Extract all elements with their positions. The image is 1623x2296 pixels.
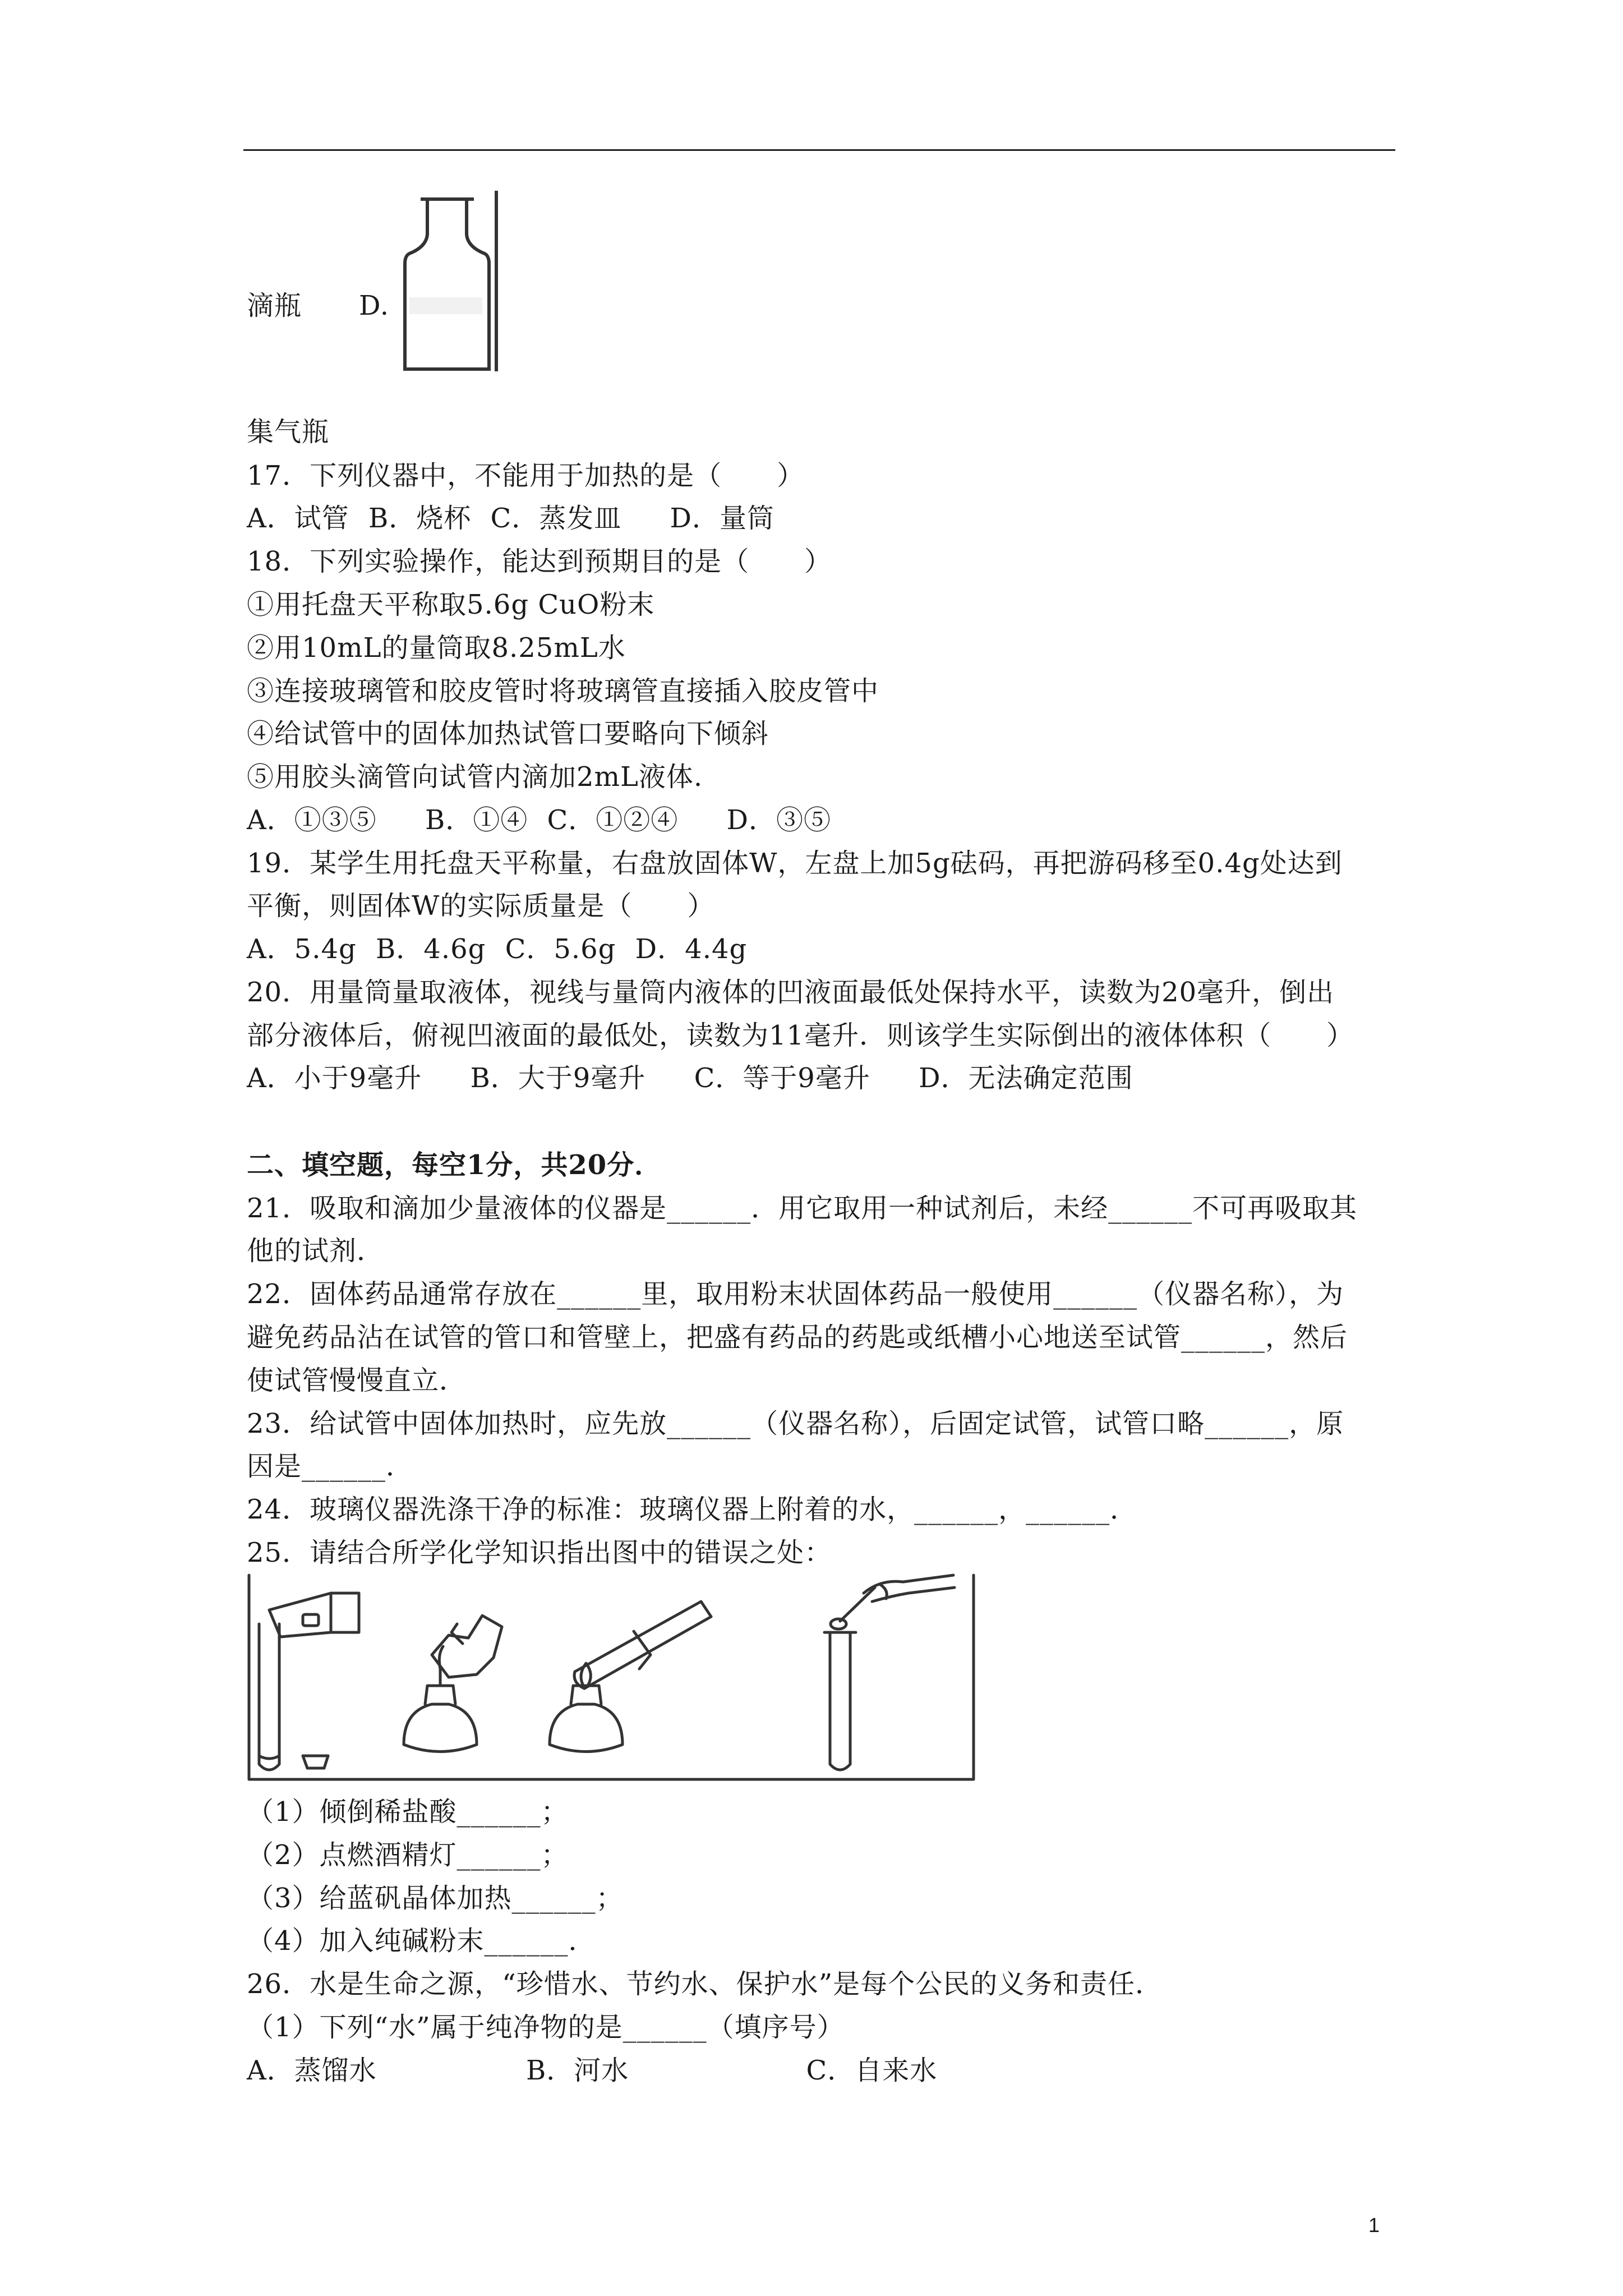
q18-option-a: A．①③⑤ [247,804,377,836]
q20-option-a: A．小于9毫升 [247,1062,422,1094]
q19-stem-line1: 19．某学生用托盘天平称量，右盘放固体W，左盘上加5g砝码，再把游码移至0.4g处达到 [247,848,1343,879]
q25-part-3: （3）给蓝矾晶体加热______； [247,1883,624,1914]
q18-options [247,803,831,837]
q18-item-4: ④给试管中的固体加热试管口要略向下倾斜 [247,718,769,749]
q26-stem: 26．水是生命之源，“珍惜水、节约水、保护水”是每个公民的义务和责任． [247,1968,1163,2000]
lab-operations-figure [247,1571,976,1784]
q19-stem-line2: 平衡，则固体W的实际质量是（ ） [247,890,715,922]
q25-stem: 25．请结合所学化学知识指出图中的错误之处： [247,1537,832,1568]
q26-sub1: （1）下列“水”属于纯净物的是______（填序号） [247,2012,845,2043]
q17-stem: 17．下列仪器中，不能用于加热的是（ ） [247,460,805,491]
section2-heading: 二、填空题，每空1分，共20分． [247,1149,662,1181]
q18-item-3: ③连接玻璃管和胶皮管时将玻璃管直接插入胶皮管中 [247,675,879,707]
option-c-label: 滴瓶 [247,290,302,321]
q26-option-b: B．河水 [525,2055,629,2086]
q20-option-d: D．无法确定范围 [919,1062,1133,1094]
q20-option-c: C．等于9毫升 [694,1062,870,1094]
option-d-label: D. [359,290,390,321]
q18-item-2: ②用10mL的量筒取8.25mL水 [247,632,626,664]
page-number: 1 [1368,2214,1380,2237]
q19-option-a: A．5.4g [247,933,357,965]
q18-option-d: D．③⑤ [726,804,831,836]
q18-option-c: C．①②④ [547,804,679,836]
q17-option-c: C．蒸发皿 [490,503,622,534]
q26-option-a: A．蒸馏水 [247,2055,377,2086]
q19-option-d: D．4.4g [635,933,748,965]
q17-options [247,501,774,535]
heating-crystals-drawing [550,1602,711,1752]
q19-option-b: B．4.6g [376,933,486,965]
option-d-caption: 集气瓶 [247,416,330,448]
q20-stem-line1: 20．用量筒量取液体，视线与量筒内液体的凹液面最低处保持水平，读数为20毫升，倒出 [247,977,1335,1008]
q17-option-d: D．量筒 [670,503,774,534]
q18-item-1: ①用托盘天平称取5.6g CuO粉末 [247,589,655,620]
q25-part-2: （2）点燃酒精灯______； [247,1839,569,1871]
q19-option-c: C．5.6g [505,933,616,965]
q22-line2: 避免药品沾在试管的管口和管壁上，把盛有药品的药匙或纸槽小心地送至试管______，然后 [247,1322,1348,1353]
gas-collecting-bottle-figure [393,191,505,376]
q25-part-1: （1）倾倒稀盐酸______； [247,1796,569,1828]
q20-options [247,1061,1133,1095]
q21-line2: 他的试剂． [247,1235,385,1267]
q26-options [247,2054,937,2087]
q18-stem: 18．下列实验操作，能达到预期目的是（ ） [247,546,832,577]
q17-option-a: A．试管 [247,503,349,534]
q23-line1: 23．给试管中固体加热时，应先放______（仪器名称），后固定试管，试管口略______，原 [247,1408,1344,1439]
q23-line2: 因是______． [247,1451,414,1482]
q26-option-c: C．自来水 [806,2055,938,2086]
q21-line1: 21．吸取和滴加少量液体的仪器是______．用它取用一种试剂后，未经______不可再吸取其 [247,1193,1358,1224]
q24-line: 24．玻璃仪器洗涤干净的标准：玻璃仪器上附着的水，______，______． [247,1494,1138,1525]
header-rule [243,149,1395,151]
q20-stem-line2: 部分液体后，俯视凹液面的最低处，读数为11毫升．则该学生实际倒出的液体体积（ ） [247,1020,1354,1051]
q25-part-4: （4）加入纯碱粉末______． [247,1925,596,1957]
q22-line3: 使试管慢慢直立． [247,1365,467,1396]
q17-option-b: B．烧杯 [368,503,472,534]
q22-line1: 22．固体药品通常存放在______里，取用粉末状固体药品一般使用______（仪器名称），为 [247,1278,1344,1310]
q20-option-b: B．大于9毫升 [470,1062,646,1094]
adding-powder-drawing [824,1575,955,1770]
q18-item-5: ⑤用胶头滴管向试管内滴加2mL液体. [247,761,703,793]
q19-options [247,932,747,966]
pouring-acid-drawing [259,1593,359,1770]
q18-option-b: B．①④ [425,804,528,836]
lighting-alcohol-lamp-drawing [404,1616,502,1752]
